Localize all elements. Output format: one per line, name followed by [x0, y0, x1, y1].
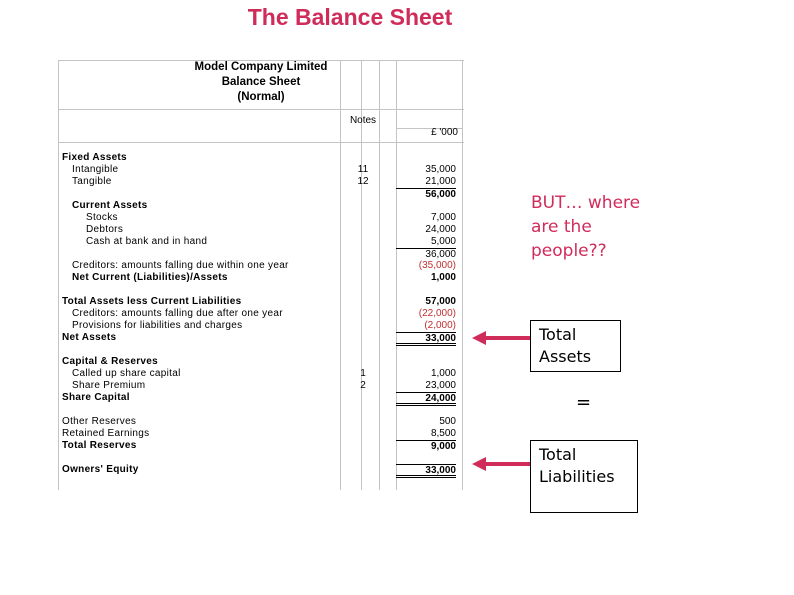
row-label: Share Capital [62, 392, 130, 403]
equals-sign: = [576, 392, 592, 413]
row-label: Cash at bank and in hand [86, 236, 208, 247]
row-label: Current Assets [72, 200, 148, 211]
row-note: 1 [360, 368, 366, 379]
table-row [58, 224, 464, 236]
row-value: 21,000 [425, 176, 456, 187]
arrow-left-icon [468, 456, 532, 472]
row-value: 1,000 [430, 368, 456, 379]
row-label: Net Assets [62, 332, 117, 343]
table-row [58, 368, 464, 380]
table-row [58, 308, 464, 320]
currency-unit-header: £ '000 [431, 127, 458, 138]
table-row [58, 416, 464, 428]
total-assets-box: Total Assets [530, 320, 621, 372]
header-rule [58, 109, 464, 110]
row-label: Total Reserves [62, 440, 137, 451]
row-label: Creditors: amounts falling due within one year [72, 260, 289, 271]
row-value: 8,500 [430, 428, 456, 439]
table-row [58, 320, 464, 332]
row-label: Share Premium [72, 380, 146, 391]
table-row [58, 152, 464, 164]
row-value: 36,000 [396, 248, 456, 260]
row-label: Provisions for liabilities and charges [72, 320, 243, 331]
table-row [58, 380, 464, 392]
row-value: 23,000 [425, 380, 456, 391]
table-row [58, 164, 464, 176]
table-row [58, 176, 464, 188]
row-label: Owners' Equity [62, 464, 139, 475]
table-row [58, 236, 464, 248]
row-value: (22,000) [418, 308, 456, 319]
table-row [58, 248, 464, 260]
table-row [58, 428, 464, 440]
company-heading [58, 60, 464, 105]
row-label: Intangible [72, 164, 119, 175]
row-label: Other Reserves [62, 416, 137, 427]
row-value: 1,000 [430, 272, 456, 283]
statement-variant: (Normal) [237, 91, 285, 103]
row-value: 57,000 [425, 296, 456, 307]
row-value: 7,000 [430, 212, 456, 223]
row-value: 33,000 [396, 332, 456, 346]
row-label: Creditors: amounts falling due after one year [72, 308, 283, 319]
table-row [58, 440, 464, 452]
arrow-left-icon [468, 330, 532, 346]
row-label: Tangible [72, 176, 112, 187]
row-value: 33,000 [396, 464, 456, 478]
row-note: 12 [357, 176, 369, 187]
notes-header: Notes [349, 115, 377, 126]
row-label: Total Assets less Current Liabilities [62, 296, 242, 307]
row-label: Net Current (Liabilities)/Assets [72, 272, 228, 283]
row-note: 2 [360, 380, 366, 391]
table-row [58, 392, 464, 404]
row-label: Stocks [86, 212, 118, 223]
row-label: Debtors [86, 224, 124, 235]
row-label: Retained Earnings [62, 428, 150, 439]
row-label: Called up share capital [72, 368, 181, 379]
row-value: 35,000 [425, 164, 456, 175]
row-value: 56,000 [396, 188, 456, 200]
table-row [58, 200, 464, 212]
row-value: 500 [439, 416, 456, 427]
row-label: Fixed Assets [62, 152, 127, 163]
table-row [58, 332, 464, 344]
row-note: 11 [357, 164, 369, 175]
balance-sheet-table [58, 60, 464, 490]
row-value: 24,000 [396, 392, 456, 406]
table-row [58, 356, 464, 368]
table-row [58, 464, 464, 476]
row-value: 24,000 [425, 224, 456, 235]
header-bottom-rule [58, 142, 464, 143]
statement-name: Balance Sheet [221, 76, 301, 88]
company-name: Model Company Limited [194, 61, 328, 73]
people-callout: BUT… where are the people?? [531, 193, 641, 261]
row-value: 5,000 [430, 236, 456, 247]
table-row [58, 260, 464, 272]
table-row [58, 272, 464, 284]
slide-title: The Balance Sheet [247, 4, 453, 30]
row-label: Capital & Reserves [62, 356, 159, 367]
row-value: (35,000) [418, 260, 456, 271]
table-row [58, 188, 464, 200]
total-liabilities-box: Total Liabilities [530, 440, 638, 513]
row-value: 9,000 [396, 440, 456, 452]
table-row [58, 212, 464, 224]
table-row [58, 296, 464, 308]
row-value: (2,000) [424, 320, 456, 331]
